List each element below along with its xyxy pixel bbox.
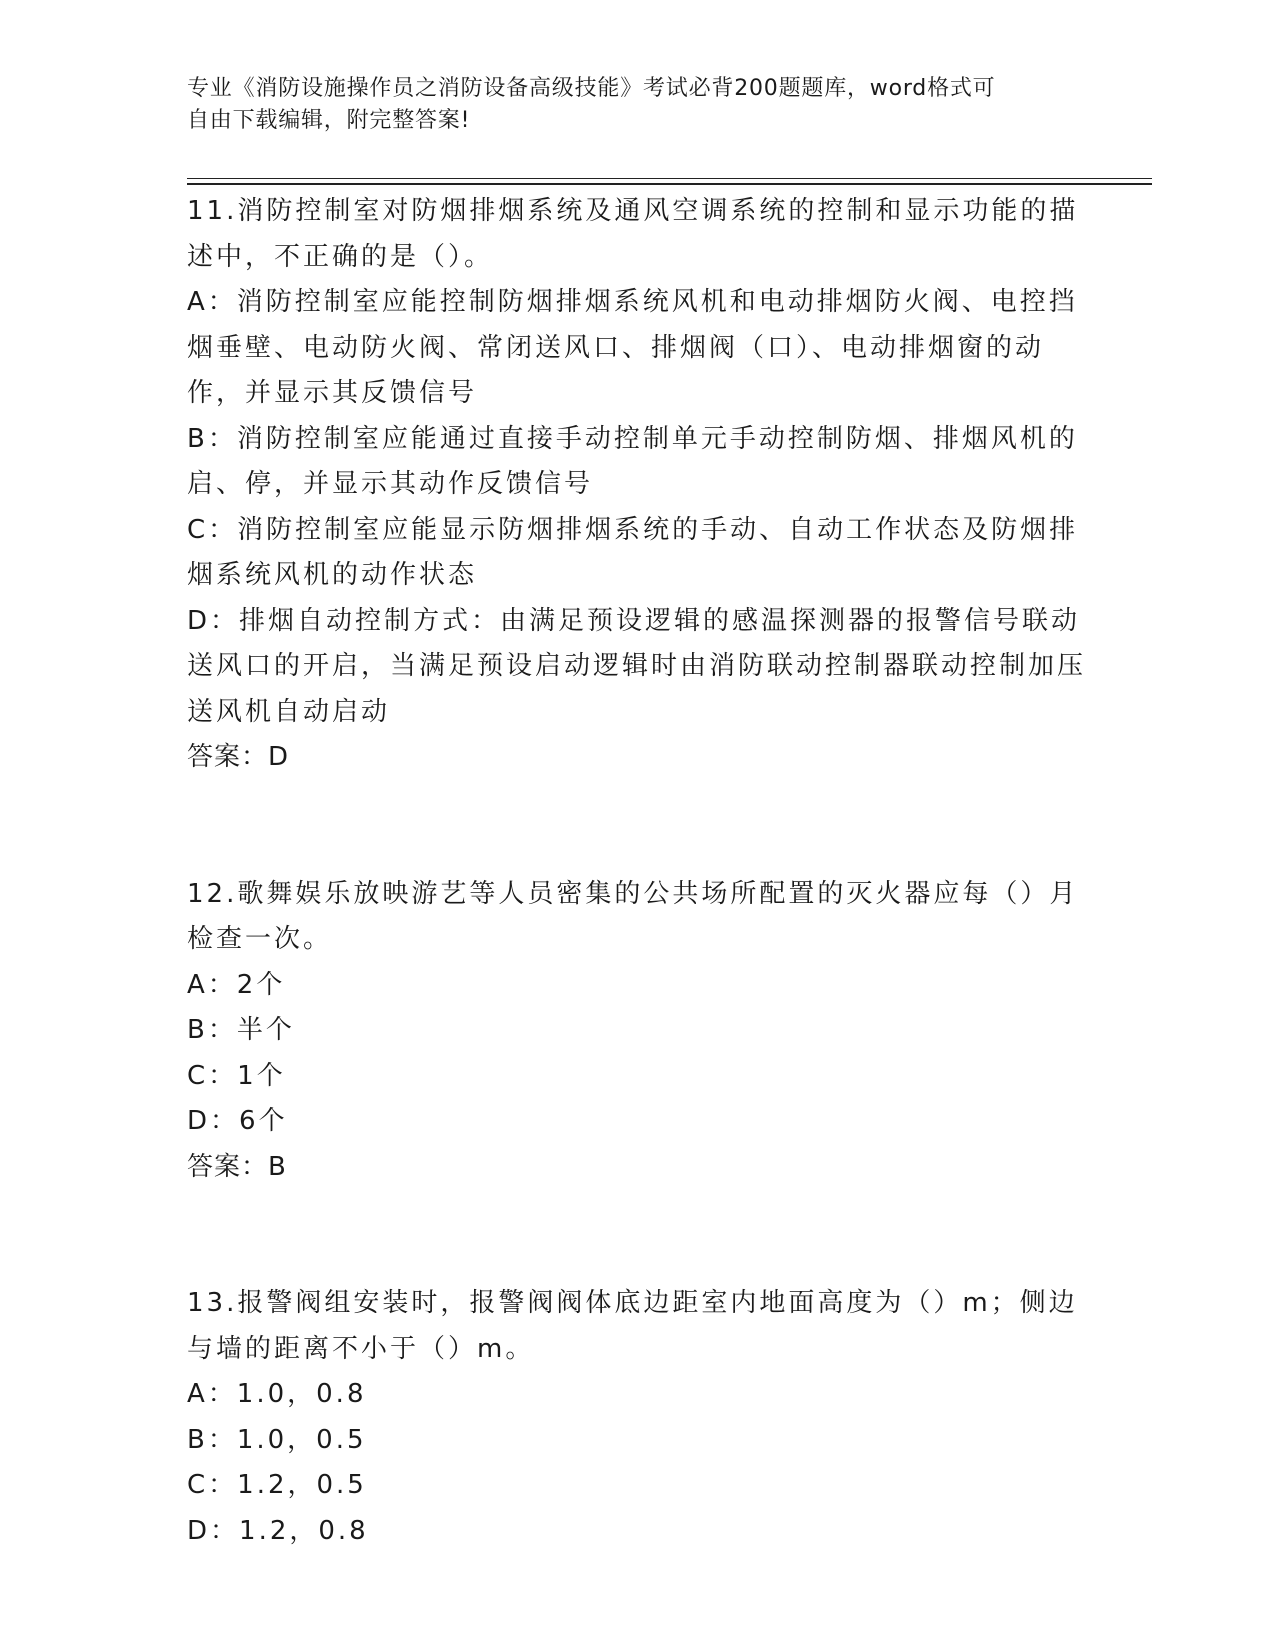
option-b: B：1.0，0.5 (187, 1424, 367, 1455)
option-c: C：1个 (187, 1060, 286, 1091)
option-a: A：2个 (187, 969, 286, 1000)
option-a: A：消防控制室应能控制防烟排烟系统风机和电动排烟防火阀、电控挡烟垂壁、电动防火阀、常闭送风口、排烟阀（口）、电动排烟窗的动作，并显示其反馈信号 (187, 287, 1078, 408)
option-d: D：1.2，0.8 (187, 1515, 369, 1546)
option-c: C：消防控制室应能显示防烟排烟系统的手动、自动工作状态及防烟排烟系统风机的动作状态 (187, 514, 1079, 590)
option-d: D：排烟自动控制方式：由满足预设逻辑的感温探测器的报警信号联动送风口的开启，当满足预设启动逻辑时由消防联动控制器联动控制加压送风机自动启动 (187, 605, 1087, 727)
header-title-line-2: 自由下载编辑，附完整答案! (187, 108, 471, 133)
question-list (187, 189, 1087, 1554)
answer-line: 答案：D (187, 742, 290, 772)
answer-line: 答案：B (187, 1151, 287, 1182)
question-13 (187, 1281, 1087, 1554)
document-header (187, 73, 1067, 137)
question-stem: 12.歌舞娱乐放映游艺等人员密集的公共场所配置的灭火器应每（）月检查一次。 (187, 878, 1079, 954)
question-spacer (187, 781, 1087, 872)
header-divider (187, 178, 1152, 179)
question-11 (187, 189, 1087, 781)
question-stem: 13.报警阀组安装时，报警阀阀体底边距室内地面高度为（）m；侧边与墙的距离不小于（）m。 (187, 1288, 1078, 1364)
option-d: D：6个 (187, 1106, 288, 1136)
option-b: B：消防控制室应能通过直接手动控制单元手动控制防烟、排烟风机的启、停，并显示其动作反馈信号 (187, 423, 1078, 499)
question-stem: 11.消防控制室对防烟排烟系统及通风空调系统的控制和显示功能的描述中，不正确的是（）。 (187, 196, 1079, 272)
header-title-line-1: 专业《消防设施操作员之消防设备高级技能》考试必背200题题库，word格式可 (187, 76, 996, 101)
header-divider-thick (187, 183, 1152, 185)
question-spacer (187, 1190, 1087, 1281)
option-c: C：1.2，0.5 (187, 1470, 367, 1500)
option-a: A：1.0，0.8 (187, 1379, 367, 1409)
option-b: B：半个 (187, 1015, 295, 1045)
question-12 (187, 872, 1087, 1191)
